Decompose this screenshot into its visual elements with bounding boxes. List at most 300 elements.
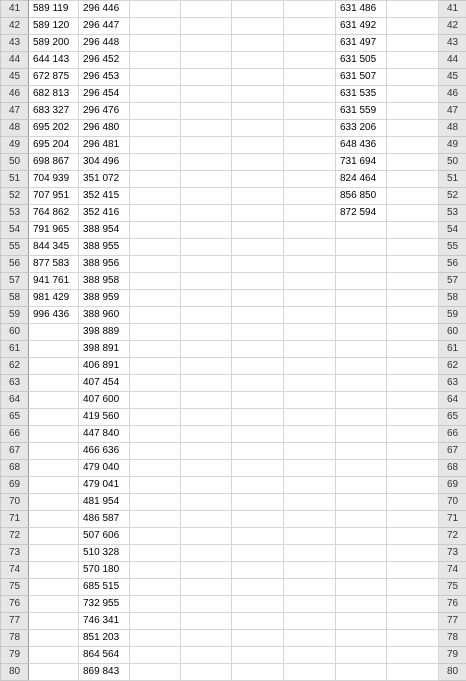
cell[interactable] bbox=[232, 375, 284, 392]
cell[interactable] bbox=[387, 18, 439, 35]
cell[interactable] bbox=[284, 562, 336, 579]
cell[interactable] bbox=[284, 52, 336, 69]
cell[interactable] bbox=[130, 86, 181, 103]
cell[interactable] bbox=[232, 86, 284, 103]
cell[interactable] bbox=[232, 579, 284, 596]
cell[interactable] bbox=[29, 528, 79, 545]
cell[interactable] bbox=[181, 35, 232, 52]
cell[interactable] bbox=[232, 460, 284, 477]
cell[interactable] bbox=[232, 477, 284, 494]
cell[interactable]: 648 436 bbox=[336, 137, 387, 154]
cell[interactable] bbox=[232, 154, 284, 171]
cell[interactable] bbox=[387, 409, 439, 426]
cell[interactable] bbox=[181, 222, 232, 239]
cell[interactable] bbox=[29, 579, 79, 596]
cell[interactable] bbox=[181, 239, 232, 256]
cell[interactable] bbox=[284, 120, 336, 137]
cell[interactable] bbox=[284, 86, 336, 103]
cell[interactable] bbox=[181, 443, 232, 460]
cell[interactable] bbox=[130, 545, 181, 562]
cell[interactable] bbox=[387, 647, 439, 664]
cell[interactable] bbox=[387, 443, 439, 460]
cell[interactable] bbox=[284, 426, 336, 443]
cell[interactable] bbox=[284, 613, 336, 630]
cell[interactable] bbox=[284, 647, 336, 664]
cell[interactable] bbox=[336, 341, 387, 358]
cell[interactable] bbox=[181, 647, 232, 664]
cell[interactable] bbox=[284, 545, 336, 562]
cell[interactable]: 296 454 bbox=[79, 86, 130, 103]
cell[interactable] bbox=[130, 120, 181, 137]
cell[interactable] bbox=[232, 171, 284, 188]
cell[interactable]: 351 072 bbox=[79, 171, 130, 188]
cell[interactable] bbox=[130, 596, 181, 613]
cell[interactable]: 695 202 bbox=[29, 120, 79, 137]
cell[interactable] bbox=[284, 69, 336, 86]
cell[interactable] bbox=[232, 613, 284, 630]
cell[interactable] bbox=[232, 103, 284, 120]
cell[interactable] bbox=[232, 596, 284, 613]
cell[interactable] bbox=[387, 664, 439, 681]
cell[interactable] bbox=[232, 494, 284, 511]
cell[interactable] bbox=[336, 630, 387, 647]
cell[interactable]: 682 813 bbox=[29, 86, 79, 103]
cell[interactable]: 589 120 bbox=[29, 18, 79, 35]
cell[interactable] bbox=[130, 375, 181, 392]
cell[interactable]: 570 180 bbox=[79, 562, 130, 579]
cell[interactable] bbox=[29, 358, 79, 375]
cell[interactable] bbox=[232, 647, 284, 664]
cell[interactable] bbox=[232, 188, 284, 205]
cell[interactable] bbox=[336, 511, 387, 528]
cell[interactable] bbox=[181, 120, 232, 137]
cell[interactable] bbox=[29, 477, 79, 494]
cell[interactable] bbox=[387, 511, 439, 528]
cell[interactable] bbox=[181, 375, 232, 392]
cell[interactable] bbox=[284, 409, 336, 426]
cell[interactable] bbox=[284, 188, 336, 205]
cell[interactable] bbox=[232, 307, 284, 324]
cell[interactable] bbox=[130, 18, 181, 35]
cell[interactable] bbox=[232, 69, 284, 86]
cell[interactable]: 479 041 bbox=[79, 477, 130, 494]
cell[interactable] bbox=[232, 256, 284, 273]
cell[interactable]: 631 492 bbox=[336, 18, 387, 35]
cell[interactable]: 695 204 bbox=[29, 137, 79, 154]
cell[interactable] bbox=[284, 205, 336, 222]
cell[interactable]: 683 327 bbox=[29, 103, 79, 120]
cell[interactable] bbox=[130, 52, 181, 69]
cell[interactable] bbox=[387, 528, 439, 545]
cell[interactable] bbox=[130, 324, 181, 341]
cell[interactable] bbox=[29, 375, 79, 392]
cell[interactable] bbox=[130, 426, 181, 443]
cell[interactable] bbox=[336, 222, 387, 239]
cell[interactable] bbox=[232, 528, 284, 545]
cell[interactable]: 304 496 bbox=[79, 154, 130, 171]
cell[interactable] bbox=[181, 477, 232, 494]
cell[interactable] bbox=[181, 426, 232, 443]
cell[interactable]: 644 143 bbox=[29, 52, 79, 69]
cell[interactable] bbox=[181, 358, 232, 375]
cell[interactable]: 731 694 bbox=[336, 154, 387, 171]
cell[interactable] bbox=[181, 18, 232, 35]
cell[interactable] bbox=[181, 188, 232, 205]
cell[interactable] bbox=[387, 256, 439, 273]
cell[interactable] bbox=[387, 596, 439, 613]
cell[interactable] bbox=[284, 443, 336, 460]
cell[interactable]: 296 476 bbox=[79, 103, 130, 120]
cell[interactable]: 398 891 bbox=[79, 341, 130, 358]
cell[interactable] bbox=[130, 630, 181, 647]
cell[interactable] bbox=[387, 494, 439, 511]
cell[interactable]: 388 960 bbox=[79, 307, 130, 324]
cell[interactable] bbox=[284, 477, 336, 494]
cell[interactable] bbox=[387, 35, 439, 52]
cell[interactable] bbox=[284, 307, 336, 324]
cell[interactable]: 296 453 bbox=[79, 69, 130, 86]
cell[interactable] bbox=[29, 392, 79, 409]
cell[interactable]: 507 606 bbox=[79, 528, 130, 545]
cell[interactable] bbox=[336, 545, 387, 562]
cell[interactable] bbox=[387, 137, 439, 154]
cell[interactable] bbox=[181, 494, 232, 511]
cell[interactable] bbox=[181, 256, 232, 273]
cell[interactable] bbox=[130, 154, 181, 171]
cell[interactable] bbox=[284, 154, 336, 171]
cell[interactable]: 296 448 bbox=[79, 35, 130, 52]
cell[interactable] bbox=[387, 86, 439, 103]
cell[interactable] bbox=[336, 664, 387, 681]
cell[interactable] bbox=[130, 613, 181, 630]
cell[interactable] bbox=[232, 664, 284, 681]
cell[interactable] bbox=[130, 256, 181, 273]
cell[interactable]: 589 200 bbox=[29, 35, 79, 52]
cell[interactable] bbox=[130, 528, 181, 545]
cell[interactable]: 398 889 bbox=[79, 324, 130, 341]
cell[interactable] bbox=[29, 324, 79, 341]
cell[interactable] bbox=[29, 562, 79, 579]
cell[interactable]: 352 416 bbox=[79, 205, 130, 222]
cell[interactable] bbox=[284, 341, 336, 358]
cell[interactable]: 419 560 bbox=[79, 409, 130, 426]
cell[interactable] bbox=[336, 426, 387, 443]
cell[interactable] bbox=[284, 494, 336, 511]
cell[interactable] bbox=[284, 290, 336, 307]
cell[interactable] bbox=[29, 443, 79, 460]
cell[interactable] bbox=[284, 171, 336, 188]
cell[interactable] bbox=[387, 460, 439, 477]
cell[interactable] bbox=[181, 528, 232, 545]
cell[interactable] bbox=[181, 171, 232, 188]
cell[interactable] bbox=[387, 392, 439, 409]
cell[interactable] bbox=[130, 477, 181, 494]
cell[interactable] bbox=[336, 392, 387, 409]
cell[interactable] bbox=[336, 477, 387, 494]
cell[interactable]: 746 341 bbox=[79, 613, 130, 630]
cell[interactable] bbox=[387, 579, 439, 596]
cell[interactable] bbox=[130, 188, 181, 205]
cell[interactable] bbox=[29, 596, 79, 613]
cell[interactable]: 631 505 bbox=[336, 52, 387, 69]
cell[interactable] bbox=[29, 545, 79, 562]
cell[interactable] bbox=[387, 154, 439, 171]
cell[interactable] bbox=[336, 562, 387, 579]
cell[interactable] bbox=[284, 528, 336, 545]
cell[interactable] bbox=[284, 273, 336, 290]
cell[interactable]: 685 515 bbox=[79, 579, 130, 596]
cell[interactable] bbox=[387, 375, 439, 392]
cell[interactable] bbox=[232, 137, 284, 154]
cell[interactable] bbox=[181, 290, 232, 307]
cell[interactable] bbox=[387, 1, 439, 18]
cell[interactable] bbox=[181, 562, 232, 579]
cell[interactable] bbox=[181, 630, 232, 647]
cell[interactable] bbox=[181, 324, 232, 341]
cell[interactable]: 388 959 bbox=[79, 290, 130, 307]
cell[interactable] bbox=[130, 494, 181, 511]
cell[interactable]: 352 415 bbox=[79, 188, 130, 205]
cell[interactable]: 388 955 bbox=[79, 239, 130, 256]
cell[interactable]: 941 761 bbox=[29, 273, 79, 290]
cell[interactable] bbox=[29, 460, 79, 477]
cell[interactable]: 631 507 bbox=[336, 69, 387, 86]
cell[interactable] bbox=[29, 426, 79, 443]
cell[interactable] bbox=[181, 86, 232, 103]
cell[interactable] bbox=[284, 103, 336, 120]
cell[interactable] bbox=[232, 443, 284, 460]
cell[interactable]: 631 535 bbox=[336, 86, 387, 103]
cell[interactable] bbox=[130, 307, 181, 324]
cell[interactable]: 481 954 bbox=[79, 494, 130, 511]
cell[interactable] bbox=[232, 562, 284, 579]
cell[interactable] bbox=[29, 409, 79, 426]
cell[interactable] bbox=[336, 443, 387, 460]
cell[interactable] bbox=[130, 222, 181, 239]
cell[interactable] bbox=[284, 1, 336, 18]
cell[interactable] bbox=[232, 52, 284, 69]
cell[interactable]: 479 040 bbox=[79, 460, 130, 477]
cell[interactable] bbox=[130, 103, 181, 120]
cell[interactable] bbox=[130, 1, 181, 18]
cell[interactable] bbox=[387, 103, 439, 120]
cell[interactable] bbox=[387, 120, 439, 137]
cell[interactable]: 631 497 bbox=[336, 35, 387, 52]
cell[interactable]: 407 454 bbox=[79, 375, 130, 392]
cell[interactable] bbox=[284, 579, 336, 596]
cell[interactable] bbox=[284, 35, 336, 52]
cell[interactable] bbox=[181, 511, 232, 528]
cell[interactable]: 296 452 bbox=[79, 52, 130, 69]
cell[interactable]: 672 875 bbox=[29, 69, 79, 86]
cell[interactable] bbox=[130, 511, 181, 528]
cell[interactable] bbox=[232, 222, 284, 239]
cell[interactable] bbox=[336, 358, 387, 375]
cell[interactable] bbox=[181, 205, 232, 222]
cell[interactable] bbox=[387, 171, 439, 188]
cell[interactable] bbox=[232, 358, 284, 375]
cell[interactable] bbox=[284, 256, 336, 273]
cell[interactable] bbox=[181, 1, 232, 18]
cell[interactable] bbox=[336, 647, 387, 664]
cell[interactable]: 388 956 bbox=[79, 256, 130, 273]
cell[interactable] bbox=[232, 239, 284, 256]
cell[interactable]: 844 345 bbox=[29, 239, 79, 256]
cell[interactable]: 388 954 bbox=[79, 222, 130, 239]
cell[interactable] bbox=[130, 341, 181, 358]
cell[interactable] bbox=[387, 341, 439, 358]
cell[interactable] bbox=[284, 511, 336, 528]
cell[interactable] bbox=[336, 528, 387, 545]
cell[interactable] bbox=[130, 579, 181, 596]
cell[interactable] bbox=[232, 120, 284, 137]
cell[interactable] bbox=[232, 426, 284, 443]
cell[interactable]: 296 480 bbox=[79, 120, 130, 137]
cell[interactable] bbox=[130, 137, 181, 154]
cell[interactable] bbox=[387, 307, 439, 324]
cell[interactable]: 631 486 bbox=[336, 1, 387, 18]
cell[interactable]: 851 203 bbox=[79, 630, 130, 647]
cell[interactable]: 698 867 bbox=[29, 154, 79, 171]
cell[interactable] bbox=[387, 477, 439, 494]
cell[interactable] bbox=[336, 307, 387, 324]
cell[interactable] bbox=[336, 409, 387, 426]
cell[interactable] bbox=[232, 1, 284, 18]
cell[interactable]: 406 891 bbox=[79, 358, 130, 375]
cell[interactable] bbox=[181, 103, 232, 120]
cell[interactable] bbox=[387, 273, 439, 290]
cell[interactable] bbox=[181, 460, 232, 477]
cell[interactable] bbox=[181, 69, 232, 86]
cell[interactable]: 981 429 bbox=[29, 290, 79, 307]
cell[interactable] bbox=[130, 392, 181, 409]
cell[interactable] bbox=[181, 52, 232, 69]
cell[interactable] bbox=[181, 664, 232, 681]
cell[interactable] bbox=[232, 409, 284, 426]
cell[interactable] bbox=[336, 375, 387, 392]
cell[interactable] bbox=[284, 222, 336, 239]
cell[interactable] bbox=[130, 358, 181, 375]
cell[interactable] bbox=[336, 579, 387, 596]
cell[interactable] bbox=[181, 409, 232, 426]
cell[interactable] bbox=[29, 494, 79, 511]
cell[interactable] bbox=[29, 647, 79, 664]
cell[interactable] bbox=[181, 613, 232, 630]
cell[interactable]: 633 206 bbox=[336, 120, 387, 137]
cell[interactable] bbox=[29, 341, 79, 358]
cell[interactable] bbox=[336, 273, 387, 290]
cell[interactable] bbox=[29, 613, 79, 630]
cell[interactable] bbox=[130, 443, 181, 460]
cell[interactable] bbox=[130, 69, 181, 86]
cell[interactable]: 388 958 bbox=[79, 273, 130, 290]
cell[interactable] bbox=[284, 392, 336, 409]
cell[interactable] bbox=[130, 409, 181, 426]
cell[interactable] bbox=[130, 205, 181, 222]
cell[interactable] bbox=[387, 222, 439, 239]
cell[interactable] bbox=[284, 630, 336, 647]
cell[interactable] bbox=[387, 69, 439, 86]
cell[interactable] bbox=[387, 239, 439, 256]
cell[interactable] bbox=[181, 392, 232, 409]
cell[interactable] bbox=[284, 239, 336, 256]
cell[interactable] bbox=[387, 562, 439, 579]
cell[interactable] bbox=[181, 545, 232, 562]
cell[interactable] bbox=[284, 460, 336, 477]
cell[interactable] bbox=[29, 511, 79, 528]
cell[interactable]: 996 436 bbox=[29, 307, 79, 324]
cell[interactable]: 486 587 bbox=[79, 511, 130, 528]
cell[interactable]: 447 840 bbox=[79, 426, 130, 443]
cell[interactable] bbox=[181, 273, 232, 290]
cell[interactable]: 877 583 bbox=[29, 256, 79, 273]
cell[interactable] bbox=[181, 596, 232, 613]
cell[interactable] bbox=[387, 358, 439, 375]
cell[interactable] bbox=[232, 630, 284, 647]
cell[interactable]: 466 636 bbox=[79, 443, 130, 460]
cell[interactable]: 704 939 bbox=[29, 171, 79, 188]
cell[interactable] bbox=[336, 290, 387, 307]
cell[interactable] bbox=[284, 596, 336, 613]
cell[interactable] bbox=[336, 460, 387, 477]
cell[interactable] bbox=[232, 392, 284, 409]
cell[interactable]: 824 464 bbox=[336, 171, 387, 188]
cell[interactable] bbox=[232, 324, 284, 341]
cell[interactable] bbox=[232, 511, 284, 528]
cell[interactable] bbox=[336, 613, 387, 630]
cell[interactable] bbox=[130, 239, 181, 256]
cell[interactable] bbox=[284, 664, 336, 681]
cell[interactable]: 707 951 bbox=[29, 188, 79, 205]
cell[interactable] bbox=[232, 205, 284, 222]
cell[interactable] bbox=[387, 630, 439, 647]
cell[interactable] bbox=[130, 562, 181, 579]
cell[interactable]: 296 446 bbox=[79, 1, 130, 18]
cell[interactable] bbox=[387, 188, 439, 205]
cell[interactable] bbox=[232, 273, 284, 290]
cell[interactable]: 864 564 bbox=[79, 647, 130, 664]
cell[interactable] bbox=[387, 545, 439, 562]
cell[interactable] bbox=[336, 324, 387, 341]
cell[interactable] bbox=[336, 256, 387, 273]
cell[interactable]: 296 447 bbox=[79, 18, 130, 35]
cell[interactable] bbox=[130, 647, 181, 664]
cell[interactable] bbox=[232, 18, 284, 35]
cell[interactable] bbox=[181, 307, 232, 324]
cell[interactable] bbox=[232, 545, 284, 562]
cell[interactable] bbox=[336, 239, 387, 256]
cell[interactable]: 589 119 bbox=[29, 1, 79, 18]
cell[interactable] bbox=[284, 18, 336, 35]
cell[interactable] bbox=[284, 324, 336, 341]
cell[interactable] bbox=[284, 137, 336, 154]
cell[interactable] bbox=[284, 375, 336, 392]
cell[interactable]: 407 600 bbox=[79, 392, 130, 409]
cell[interactable] bbox=[387, 613, 439, 630]
cell[interactable] bbox=[130, 664, 181, 681]
cell[interactable] bbox=[181, 579, 232, 596]
cell[interactable] bbox=[130, 290, 181, 307]
cell[interactable] bbox=[130, 460, 181, 477]
cell[interactable] bbox=[181, 137, 232, 154]
cell[interactable]: 791 965 bbox=[29, 222, 79, 239]
cell[interactable]: 869 843 bbox=[79, 664, 130, 681]
cell[interactable]: 764 862 bbox=[29, 205, 79, 222]
cell[interactable]: 631 559 bbox=[336, 103, 387, 120]
cell[interactable] bbox=[29, 630, 79, 647]
cell[interactable] bbox=[130, 273, 181, 290]
cell[interactable] bbox=[387, 426, 439, 443]
